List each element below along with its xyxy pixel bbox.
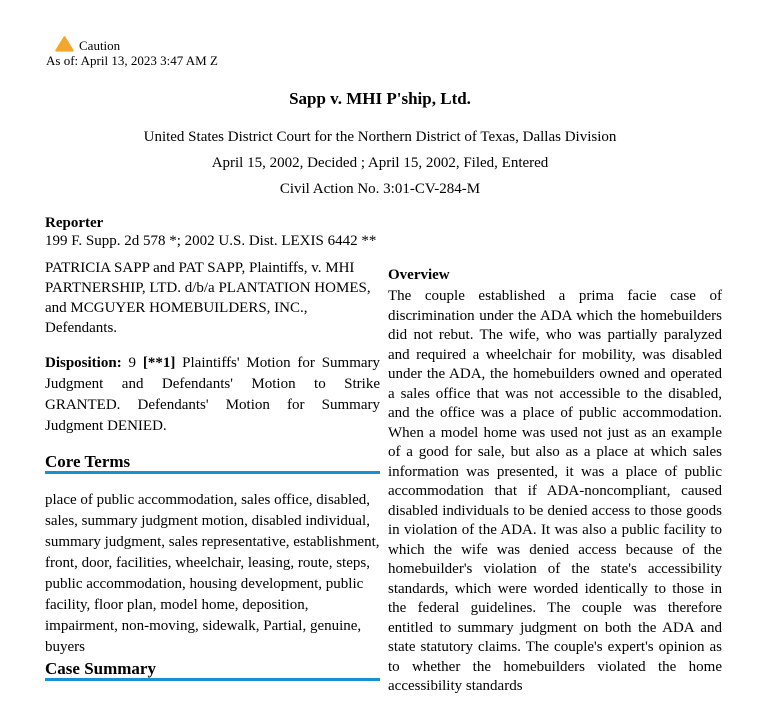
- caution-triangle-icon: [55, 36, 74, 52]
- reporter-citation: 199 F. Supp. 2d 578 *; 2002 U.S. Dist. LEXIS 6442 **: [45, 233, 377, 249]
- reporter-heading: Reporter: [45, 215, 104, 231]
- caution-signal: [55, 36, 120, 53]
- core-terms-heading: Core Terms: [45, 452, 380, 474]
- disposition-premarker: 9: [128, 355, 137, 371]
- disposition: [45, 353, 380, 437]
- parties-text: PATRICIA SAPP and PAT SAPP, Plaintiffs, v. MHI PARTNERSHIP, LTD. d/b/a PLANTATION HOMES, and MCGUYER HOMEBUILDERS, INC., Defendants.: [45, 260, 371, 336]
- as-of-date: As of: April 13, 2023 3:47 AM Z: [46, 53, 218, 68]
- right-column: [388, 214, 722, 697]
- case-summary-heading: Case Summary: [45, 659, 380, 681]
- docket-number: Civil Action No. 3:01-CV-284-M: [279, 181, 481, 197]
- core-terms-list: place of public accommodation, sales office, disabled, sales, summary judgment motion, disabled individual, summary judgment, sales representative, establishment, front, door, facilities, wheelchair, leasing, route, steps, public accommodation, housing development, public facility, floor plan, model home, deposition, impairment, non-moving, sidewalk, Partial, genuine, buyers: [45, 492, 380, 655]
- disposition-text: Plaintiffs' Motion for Summary Judgment and Defendants' Motion to Strike GRANTED. Defendants' Motion for Summary Judgment DENIED.: [45, 355, 381, 434]
- overview-heading: Overview: [388, 267, 450, 283]
- caution-label: Caution: [79, 38, 121, 53]
- left-column: [45, 214, 380, 681]
- court-line: United States District Court for the Northern District of Texas, Dallas Division: [143, 129, 617, 145]
- disposition-page-marker: [**1]: [142, 355, 176, 371]
- overview-text: The couple established a prima facie case of discrimination under the ADA which the homebuilders did not rebut. The wife, who was partially paralyzed and required a wheelchair for mobility, was disabled under the ADA, the homebuilders owned and operated a sales office that was not accessible to the disabled, and the office was a place of public accommodation. When a model home was used not just as an example of a good for sale, but also as a place at which sales information was presented, it was a place of public accommodation that if ADA-noncompliant, caused disabled individuals to be denied access to those goods in violation of the ADA. It was also a public facility to which the wife was denied access because of the homebuilder's violation of the state's accessibility standards, which were worded identically to those in the federal guidelines. The couple was therefore entitled to summary judgment on both the ADA and state statutory claims. The couple's expert's opinion as to whether the homebuilders violated the home accessibility standards: [388, 288, 722, 694]
- disposition-label: Disposition:: [45, 355, 122, 371]
- decided-filed-line: April 15, 2002, Decided ; April 15, 2002, Filed, Entered: [211, 155, 549, 171]
- case-title: Sapp v. MHI P'ship, Ltd.: [289, 89, 471, 108]
